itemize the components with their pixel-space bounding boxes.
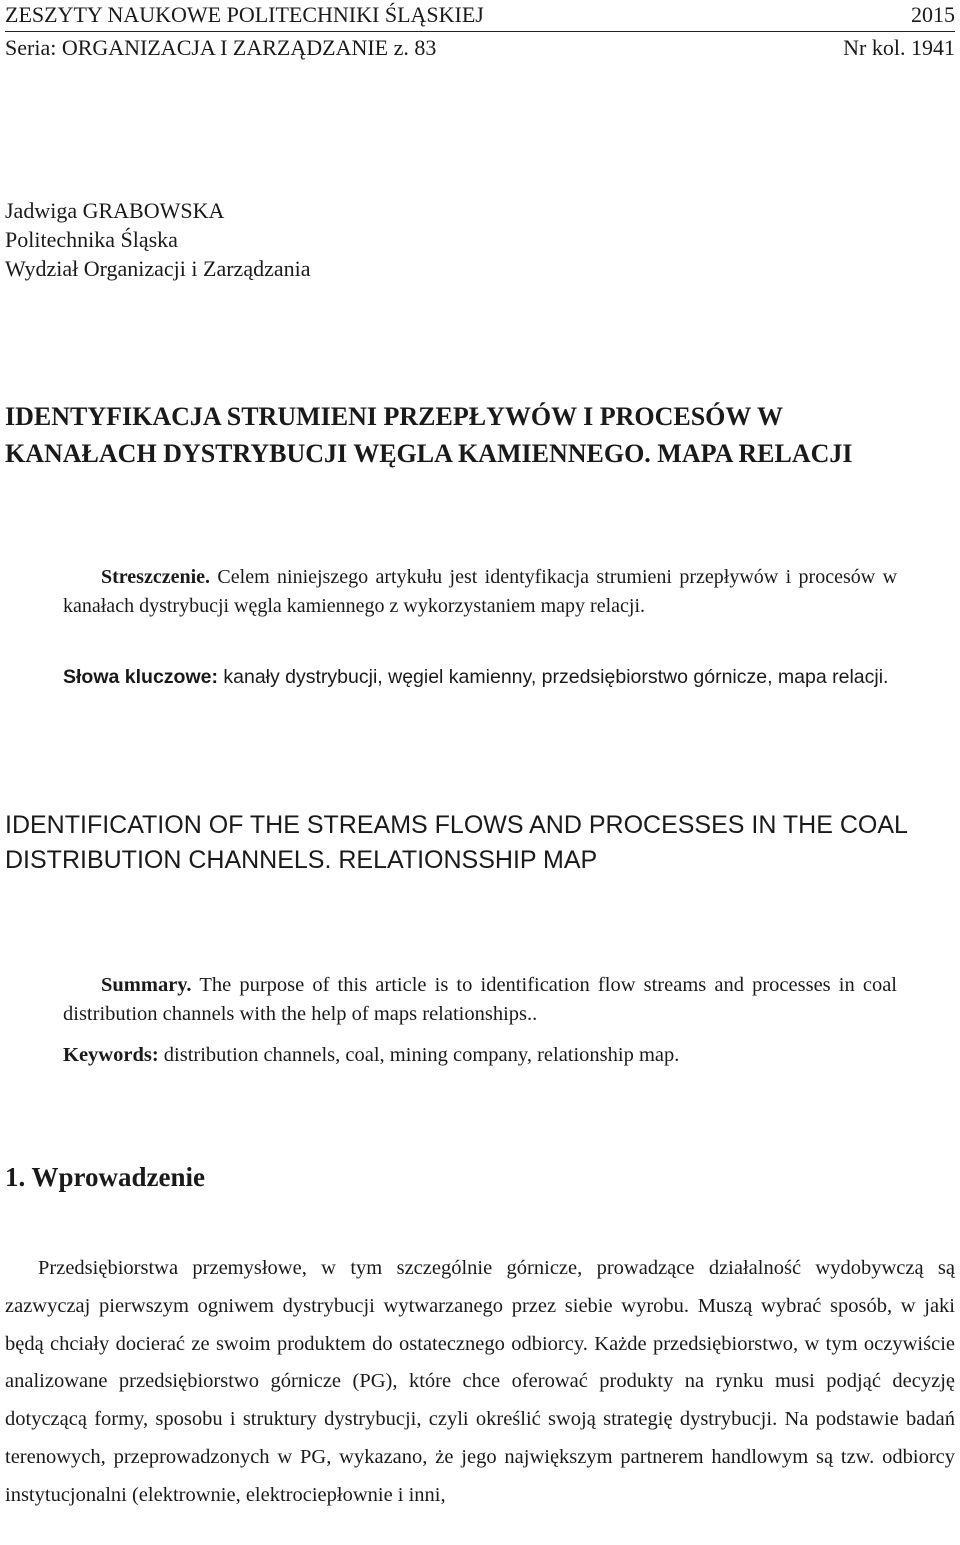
- abstract-polish: [63, 563, 897, 621]
- summary-text: The purpose of this article is to identification flow streams and processes in coal distribution channels with the help of maps relationships..: [63, 974, 897, 1025]
- keywords-en-label: Keywords:: [63, 1044, 159, 1066]
- keywords-en-text: distribution channels, coal, mining company, relationship map.: [163, 1044, 680, 1066]
- abstract-text: Celem niniejszego artykułu jest identyfikacja strumieni przepływów i procesów w kanałach dystrybucji węgla kamiennego z wykorzystaniem mapy relacji.: [63, 566, 898, 617]
- author-institution: Politechnika Śląska: [5, 227, 178, 252]
- author-name: Jadwiga GRABOWSKA: [5, 198, 225, 223]
- title-english: IDENTIFICATION OF THE STREAMS FLOWS AND PROCESSES IN THE COAL DISTRIBUTION CHANNELS. RELATIONSSHIP MAP: [5, 811, 907, 874]
- keywords-polish: [63, 663, 897, 692]
- section-heading: 1. Wprowadzenie: [5, 1162, 206, 1192]
- series-info: Seria: ORGANIZACJA I ZARZĄDZANIE z. 83: [5, 35, 437, 60]
- journal-year: 2015: [911, 2, 955, 27]
- author-faculty: Wydział Organizacji i Zarządzania: [5, 256, 311, 281]
- header-rule: [5, 31, 955, 32]
- body-paragraph: Przedsiębiorstwa przemysłowe, w tym szczególnie górnicze, prowadzące działalność wydobywczą są zazwyczaj pierwszym ogniwem dystrybucji wytwarzanego przez siebie wyrobu. Muszą wybrać sposób, w jaki będą chciały docierać ze swoim produktem do ostatecznego odbiorcy. Każde przedsiębiorstwo, w tym oczywiście analizowane przedsiębiorstwo górnicze (PG), które chce oferować produkty na rynku musi podjąć decyzję dotyczącą formy, sposobu i struktury dystrybucji, czyli określić swoją strategię dystrybucji. Na podstawie badań terenowych, przeprowadzonych w PG, wykazano, że jego największym partnerem handlowym są tzw. odbiorcy instytucjonalni (elektrownie, elektrociepłownie i inni,: [5, 1257, 955, 1506]
- summary-label: Summary.: [101, 974, 192, 996]
- issue-number: Nr kol. 1941: [843, 35, 955, 60]
- abstract-label: Streszczenie.: [101, 566, 211, 588]
- keywords-pl-label: Słowa kluczowe:: [63, 666, 218, 688]
- journal-name: ZESZYTY NAUKOWE POLITECHNIKI ŚLĄSKIEJ: [5, 2, 484, 27]
- keywords-pl-text: kanały dystrybucji, węgiel kamienny, przedsiębiorstwo górnicze, mapa relacji.: [223, 666, 889, 688]
- title-polish: IDENTYFIKACJA STRUMIENI PRZEPŁYWÓW I PROCESÓW W KANAŁACH DYSTRYBUCJI WĘGLA KAMIENNEGO. MAPA RELACJI: [5, 402, 853, 468]
- summary-english: [63, 971, 897, 1029]
- keywords-english: [63, 1041, 897, 1070]
